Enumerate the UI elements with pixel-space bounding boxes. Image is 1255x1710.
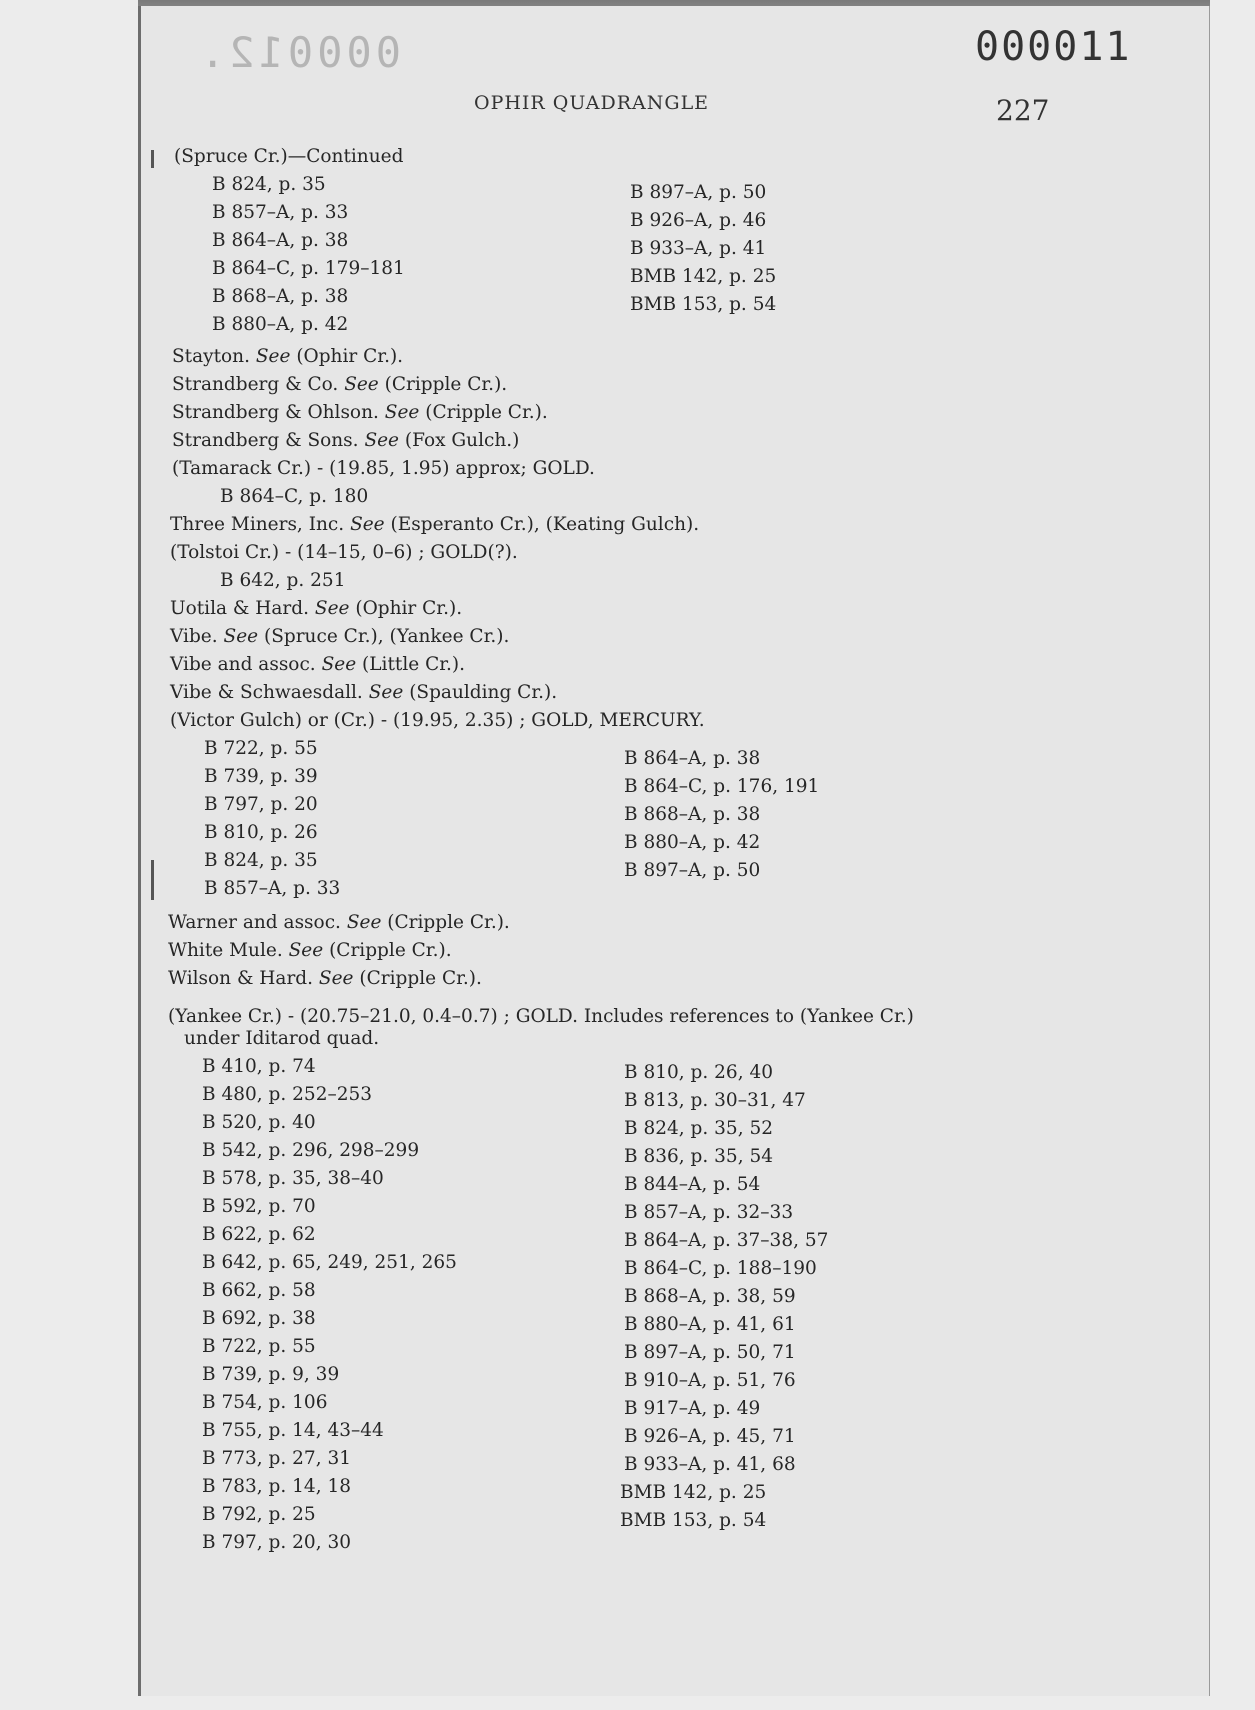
entry-heading-yankee: (Yankee Cr.) - (20.75–21.0, 0.4–0.7) ; GOLD. Includes references to (Yankee Cr.) bbox=[168, 1006, 914, 1027]
reference: B 813, p. 30–31, 47 bbox=[624, 1090, 806, 1111]
reference: B 792, p. 25 bbox=[202, 1504, 316, 1525]
see-entry: Uotila & Hard. See (Ophir Cr.). bbox=[170, 598, 463, 619]
bleed-through-number: 000012. bbox=[196, 28, 402, 77]
reference: B 897–A, p. 50, 71 bbox=[624, 1342, 796, 1363]
reference: B 868–A, p. 38 bbox=[212, 286, 349, 307]
reference: B 662, p. 58 bbox=[202, 1280, 316, 1301]
page-title: OPHIR QUADRANGLE bbox=[474, 92, 710, 114]
reference: B 926–A, p. 46 bbox=[630, 210, 767, 231]
stamp-number: 000011 bbox=[975, 24, 1132, 70]
reference: B 857–A, p. 33 bbox=[204, 878, 341, 899]
reference: B 824, p. 35, 52 bbox=[624, 1118, 773, 1139]
margin-mark bbox=[151, 860, 154, 900]
reference: B 739, p. 9, 39 bbox=[202, 1364, 340, 1385]
reference: B 642, p. 65, 249, 251, 265 bbox=[202, 1252, 457, 1273]
reference: B 773, p. 27, 31 bbox=[202, 1448, 351, 1469]
margin-mark bbox=[151, 150, 154, 168]
reference: B 410, p. 74 bbox=[202, 1056, 316, 1077]
see-entry: Strandberg & Co. See (Cripple Cr.). bbox=[172, 374, 508, 395]
entry-heading-tolstoi: (Tolstoi Cr.) - (14–15, 0–6) ; GOLD(?). bbox=[170, 542, 518, 563]
reference: B 797, p. 20 bbox=[204, 794, 318, 815]
reference: B 592, p. 70 bbox=[202, 1196, 316, 1217]
reference: B 880–A, p. 42 bbox=[624, 832, 761, 853]
reference: B 578, p. 35, 38–40 bbox=[202, 1168, 384, 1189]
see-entry: Vibe & Schwaesdall. See (Spaulding Cr.). bbox=[170, 682, 558, 703]
reference: B 480, p. 252–253 bbox=[202, 1084, 373, 1105]
reference: B 810, p. 26, 40 bbox=[624, 1062, 773, 1083]
reference: B 864–A, p. 37–38, 57 bbox=[624, 1230, 829, 1251]
reference: B 857–A, p. 33 bbox=[212, 202, 349, 223]
reference: B 722, p. 55 bbox=[204, 738, 318, 759]
see-entry: Three Miners, Inc. See (Esperanto Cr.), (Keating Gulch). bbox=[170, 514, 700, 535]
reference: B 836, p. 35, 54 bbox=[624, 1146, 773, 1167]
entry-heading-spruce: (Spruce Cr.)—Continued bbox=[174, 146, 404, 167]
reference: B 864–C, p. 180 bbox=[220, 486, 369, 507]
entry-heading-yankee-continued: under Iditarod quad. bbox=[184, 1028, 380, 1049]
reference: B 783, p. 14, 18 bbox=[202, 1476, 351, 1497]
reference: BMB 153, p. 54 bbox=[620, 1510, 767, 1531]
reference: B 622, p. 62 bbox=[202, 1224, 316, 1245]
see-entry: Strandberg & Ohlson. See (Cripple Cr.). bbox=[172, 402, 548, 423]
reference: B 897–A, p. 50 bbox=[624, 860, 761, 881]
see-entry: Wilson & Hard. See (Cripple Cr.). bbox=[168, 968, 482, 989]
reference: B 933–A, p. 41, 68 bbox=[624, 1454, 796, 1475]
entry-heading-victor: (Victor Gulch) or (Cr.) - (19.95, 2.35) ; GOLD, MERCURY. bbox=[170, 710, 705, 731]
reference: B 880–A, p. 42 bbox=[212, 314, 349, 335]
page-number: 227 bbox=[996, 94, 1050, 127]
reference: B 755, p. 14, 43–44 bbox=[202, 1420, 384, 1441]
reference: B 754, p. 106 bbox=[202, 1392, 328, 1413]
see-entry: Warner and assoc. See (Cripple Cr.). bbox=[168, 912, 510, 933]
reference: B 864–C, p. 176, 191 bbox=[624, 776, 820, 797]
reference: B 864–A, p. 38 bbox=[212, 230, 349, 251]
reference: B 797, p. 20, 30 bbox=[202, 1532, 351, 1553]
see-entry: White Mule. See (Cripple Cr.). bbox=[168, 940, 452, 961]
reference: B 844–A, p. 54 bbox=[624, 1174, 761, 1195]
entry-heading-tamarack: (Tamarack Cr.) - (19.85, 1.95) approx; GOLD. bbox=[172, 458, 595, 479]
see-entry: Vibe and assoc. See (Little Cr.). bbox=[170, 654, 466, 675]
reference: B 926–A, p. 45, 71 bbox=[624, 1426, 796, 1447]
reference: B 520, p. 40 bbox=[202, 1112, 316, 1133]
reference: B 864–C, p. 188–190 bbox=[624, 1258, 817, 1279]
see-entry: Strandberg & Sons. See (Fox Gulch.) bbox=[172, 430, 520, 451]
reference: B 810, p. 26 bbox=[204, 822, 318, 843]
reference: B 864–A, p. 38 bbox=[624, 748, 761, 769]
reference: B 897–A, p. 50 bbox=[630, 182, 767, 203]
reference: B 880–A, p. 41, 61 bbox=[624, 1314, 796, 1335]
reference: B 864–C, p. 179–181 bbox=[212, 258, 405, 279]
reference: BMB 153, p. 54 bbox=[630, 294, 777, 315]
reference: B 917–A, p. 49 bbox=[624, 1398, 761, 1419]
see-entry: Stayton. See (Ophir Cr.). bbox=[172, 346, 404, 367]
reference: B 824, p. 35 bbox=[212, 174, 326, 195]
reference: B 739, p. 39 bbox=[204, 766, 318, 787]
reference: BMB 142, p. 25 bbox=[620, 1482, 767, 1503]
reference: B 692, p. 38 bbox=[202, 1308, 316, 1329]
reference: B 642, p. 251 bbox=[220, 570, 346, 591]
reference: B 824, p. 35 bbox=[204, 850, 318, 871]
see-entry: Vibe. See (Spruce Cr.), (Yankee Cr.). bbox=[170, 626, 510, 647]
reference: B 722, p. 55 bbox=[202, 1336, 316, 1357]
reference: B 857–A, p. 32–33 bbox=[624, 1202, 794, 1223]
reference: B 868–A, p. 38 bbox=[624, 804, 761, 825]
reference: B 542, p. 296, 298–299 bbox=[202, 1140, 420, 1161]
reference: B 868–A, p. 38, 59 bbox=[624, 1286, 796, 1307]
reference: B 933–A, p. 41 bbox=[630, 238, 767, 259]
reference: BMB 142, p. 25 bbox=[630, 266, 777, 287]
reference: B 910–A, p. 51, 76 bbox=[624, 1370, 796, 1391]
